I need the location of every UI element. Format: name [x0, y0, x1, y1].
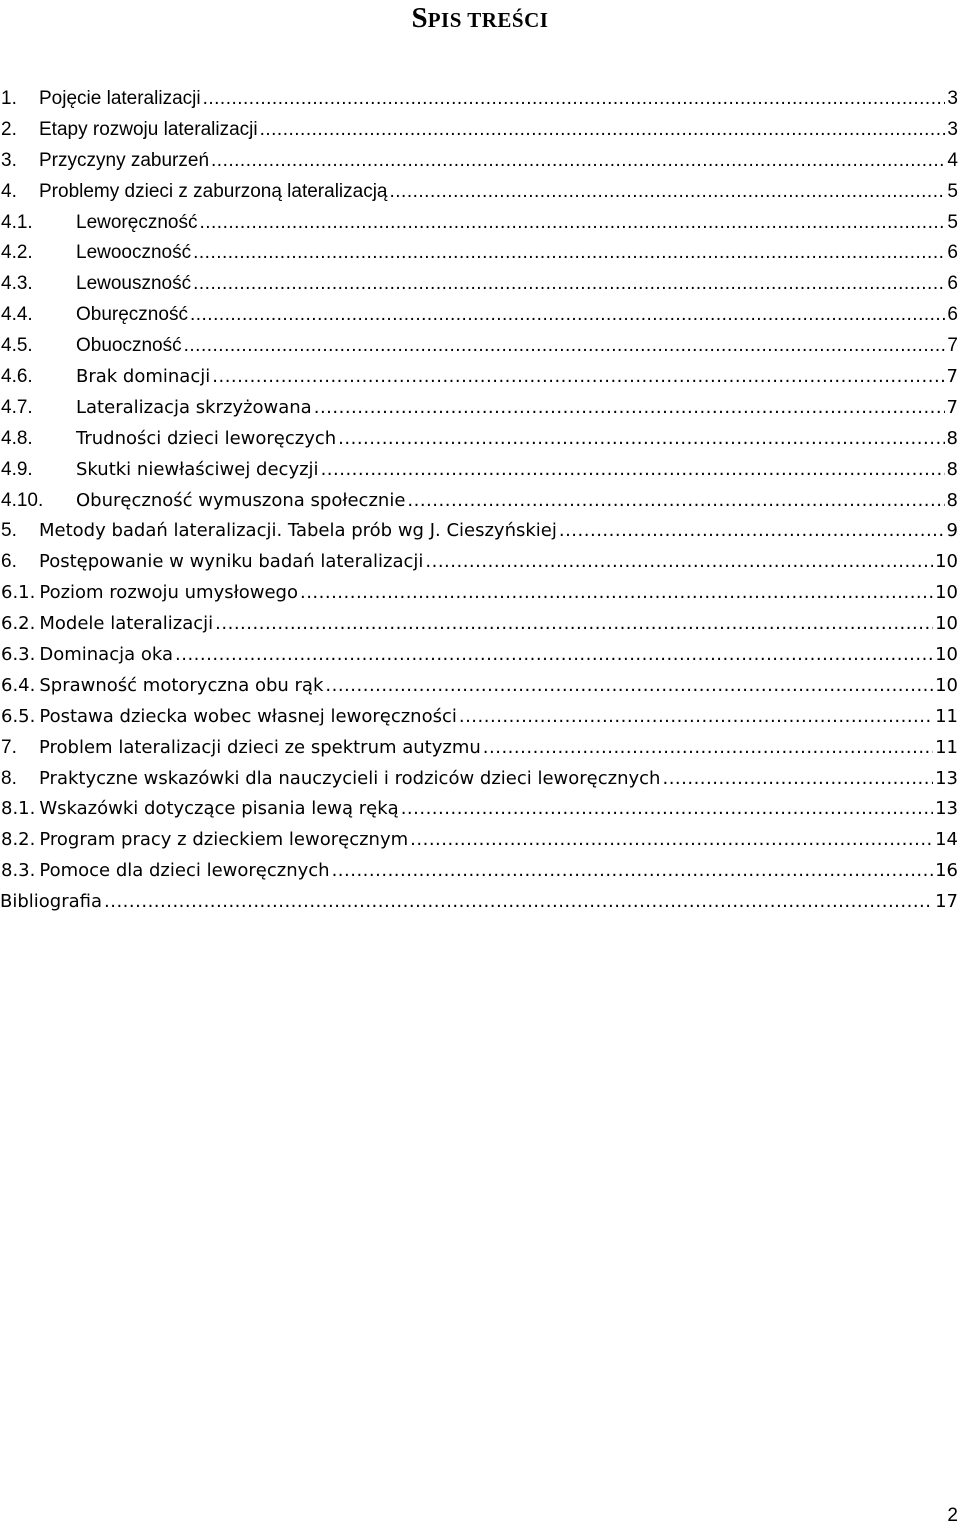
toc-entry-page: 11: [935, 705, 958, 727]
toc-entry[interactable]: [0, 764, 960, 795]
toc-entry-number: 1.: [1, 88, 17, 109]
toc-leader: [260, 115, 946, 146]
toc-entry[interactable]: [0, 609, 960, 640]
toc-entry-label: Skutki niewłaściwej decyzji: [76, 458, 319, 480]
toc-entry-page: 7: [946, 366, 958, 388]
toc-entry-number: 4.6.: [1, 366, 33, 388]
toc-entry[interactable]: [0, 516, 960, 547]
toc-entry[interactable]: [0, 300, 960, 331]
toc-entry[interactable]: [0, 331, 960, 362]
toc-entry[interactable]: [0, 671, 960, 702]
toc-entry-page: 8: [946, 489, 958, 511]
toc-entry-number: 3.: [1, 149, 17, 171]
toc-entry-number: 8.3.: [1, 860, 36, 882]
toc-leader: [193, 238, 945, 269]
toc-title-rest: PIS TREŚCI: [427, 8, 549, 32]
toc-entry[interactable]: [0, 825, 960, 856]
toc-leader: [184, 331, 946, 362]
toc-entry[interactable]: [0, 362, 960, 393]
toc-entry-number: 5.: [1, 520, 17, 542]
toc-entry-page: 5: [947, 211, 958, 233]
toc-entry-number: 4.8.: [1, 427, 33, 449]
toc-entry-number: 4.5.: [1, 335, 33, 357]
toc-leader: [401, 794, 933, 825]
toc-entry-label: Lewouszność: [76, 273, 192, 295]
toc-entry-label: Dominacja oka: [39, 644, 174, 666]
toc-leader: [300, 578, 933, 609]
toc-leader: [325, 671, 933, 702]
toc-entry-number: 4.3.: [1, 273, 33, 295]
toc-leader: [459, 702, 933, 733]
toc-entry-label: Pojęcie lateralizacji: [39, 88, 201, 109]
toc-entry-number: 8.: [1, 767, 17, 789]
toc-entry-number: 4.1.: [1, 211, 33, 233]
toc-leader: [338, 424, 944, 455]
toc-leader: [314, 393, 945, 424]
toc-entry-number: 6.1.: [1, 582, 36, 604]
toc-entry-number: 7.: [1, 736, 17, 758]
toc-leader: [390, 177, 946, 208]
toc-entry[interactable]: [0, 794, 960, 825]
toc-entry[interactable]: [0, 486, 960, 517]
toc-entry[interactable]: [0, 208, 960, 239]
toc-entry-page: 9: [946, 520, 958, 542]
toc-entry-page: 7: [946, 396, 958, 418]
toc-entry-label: Program pracy z dzieckiem leworęcznym: [39, 829, 409, 851]
toc-entry-label: Problem lateralizacji dzieci ze spektrum autyzmu: [39, 736, 481, 758]
toc-entry[interactable]: [0, 393, 960, 424]
toc-leader: [190, 300, 945, 331]
toc-entry[interactable]: [0, 177, 960, 208]
toc-entry[interactable]: [0, 84, 960, 115]
toc-entry-page: 10: [935, 644, 958, 666]
toc-entry-label: Postępowanie w wyniku badań lateralizacji: [39, 551, 424, 573]
toc-entry-label: Oburęczność wymuszona społecznie: [76, 489, 406, 511]
toc-leader: [175, 640, 933, 671]
toc-entry-number: 2.: [1, 118, 17, 140]
toc-entry[interactable]: [0, 578, 960, 609]
toc-entry-label: Modele lateralizacji: [39, 613, 214, 635]
toc-leader: [215, 609, 933, 640]
toc-entry-page: 6: [947, 304, 958, 326]
toc-entry-number: 4.2.: [1, 242, 33, 264]
toc-entry-number: 6.4.: [1, 674, 36, 696]
toc-leader: [212, 362, 944, 393]
page-number: 2: [947, 1505, 958, 1526]
toc-entry-number: 6.5.: [1, 705, 36, 727]
toc-entry-label: Przyczyny zaburzeń: [39, 149, 210, 171]
table-of-contents: [0, 84, 960, 918]
toc-entry[interactable]: [0, 856, 960, 887]
toc-entry[interactable]: [0, 238, 960, 269]
toc-entry-page: 6: [947, 242, 958, 264]
toc-entry-number: 6.: [1, 551, 17, 573]
toc-entry[interactable]: [0, 733, 960, 764]
toc-entry[interactable]: [0, 115, 960, 146]
toc-leader: [559, 516, 945, 547]
toc-entry-page: 5: [947, 180, 958, 202]
toc-entry-label: Obuoczność: [76, 335, 182, 357]
toc-entry-label: Wskazówki dotyczące pisania lewą ręką: [39, 798, 399, 820]
toc-entry-number: 4.4.: [1, 304, 33, 326]
toc-entry-page: 16: [935, 860, 958, 882]
toc-leader: [425, 547, 933, 578]
toc-entry-page: 10: [935, 613, 958, 635]
toc-entry-label: Sprawność motoryczna obu rąk: [39, 674, 324, 696]
toc-entry-number: 4.9.: [1, 458, 33, 480]
toc-entry-number: 8.1.: [1, 798, 36, 820]
toc-entry-page: 13: [935, 798, 958, 820]
toc-entry-page: 7: [947, 335, 958, 357]
toc-entry-label: Trudności dzieci leworęczych: [76, 427, 337, 449]
toc-entry[interactable]: [0, 640, 960, 671]
toc-entry[interactable]: [0, 269, 960, 300]
toc-leader: [483, 733, 933, 764]
toc-entry[interactable]: [0, 424, 960, 455]
toc-entry-page: 17: [935, 891, 958, 913]
toc-title: [0, 0, 960, 38]
toc-entry-number: 6.2.: [1, 613, 36, 635]
toc-entry-page: 3: [947, 118, 958, 140]
toc-leader: [193, 269, 945, 300]
toc-entry-label: Postawa dziecka wobec własnej leworęczności: [39, 705, 457, 727]
toc-entry[interactable]: [0, 887, 960, 918]
toc-leader: [199, 208, 945, 239]
toc-entry-label: Lewooczność: [76, 242, 192, 264]
toc-title-initial: S: [411, 2, 428, 34]
toc-entry-page: 10: [935, 582, 958, 604]
toc-leader: [332, 856, 934, 887]
toc-leader: [662, 764, 933, 795]
toc-entry-number: 4.: [1, 180, 17, 202]
toc-entry-page: 3: [947, 88, 958, 109]
toc-entry-label: Metody badań lateralizacji. Tabela prób wg J. Cieszyńskiej: [39, 520, 557, 542]
toc-entry-page: 10: [935, 674, 958, 696]
toc-entry-number: 8.2.: [1, 829, 36, 851]
toc-entry-label: Praktyczne wskazówki dla nauczycieli i rodziców dzieci leworęcznych: [39, 767, 661, 789]
toc-entry-page: 13: [935, 767, 958, 789]
toc-entry-page: 4: [947, 149, 958, 171]
toc-leader: [203, 84, 946, 115]
toc-entry[interactable]: [0, 702, 960, 733]
toc-entry-label: Brak dominacji: [76, 366, 211, 388]
toc-leader: [211, 146, 945, 177]
toc-entry-label: Pomoce dla dzieci leworęcznych: [39, 860, 330, 882]
toc-entry-number: 4.10.: [1, 489, 44, 511]
toc-leader: [104, 887, 933, 918]
toc-entry-page: 11: [935, 736, 958, 758]
toc-entry-label: Lateralizacja skrzyżowana: [76, 396, 312, 418]
toc-leader: [321, 455, 945, 486]
toc-entry-label: Oburęczność: [76, 304, 188, 326]
toc-entry-label: Leworęczność: [76, 211, 198, 233]
toc-entry-label: Poziom rozwoju umysłowego: [39, 582, 298, 604]
toc-entry-label: Problemy dzieci z zaburzoną lateralizacją: [39, 180, 388, 202]
toc-entry[interactable]: [0, 455, 960, 486]
toc-entry-page: 10: [935, 551, 958, 573]
toc-entry-number: 6.3.: [1, 644, 36, 666]
toc-entry[interactable]: [0, 146, 960, 177]
toc-entry-number: 4.7.: [1, 396, 33, 418]
toc-entry-label: Etapy rozwoju lateralizacji: [39, 118, 258, 140]
toc-entry[interactable]: [0, 547, 960, 578]
toc-entry-label: Bibliografia: [0, 891, 103, 913]
toc-entry-page: 6: [947, 273, 958, 295]
toc-entry-page: 8: [946, 427, 958, 449]
toc-leader: [410, 825, 933, 856]
toc-entry-page: 14: [935, 829, 958, 851]
toc-leader: [407, 486, 944, 517]
toc-entry-page: 8: [946, 458, 958, 480]
